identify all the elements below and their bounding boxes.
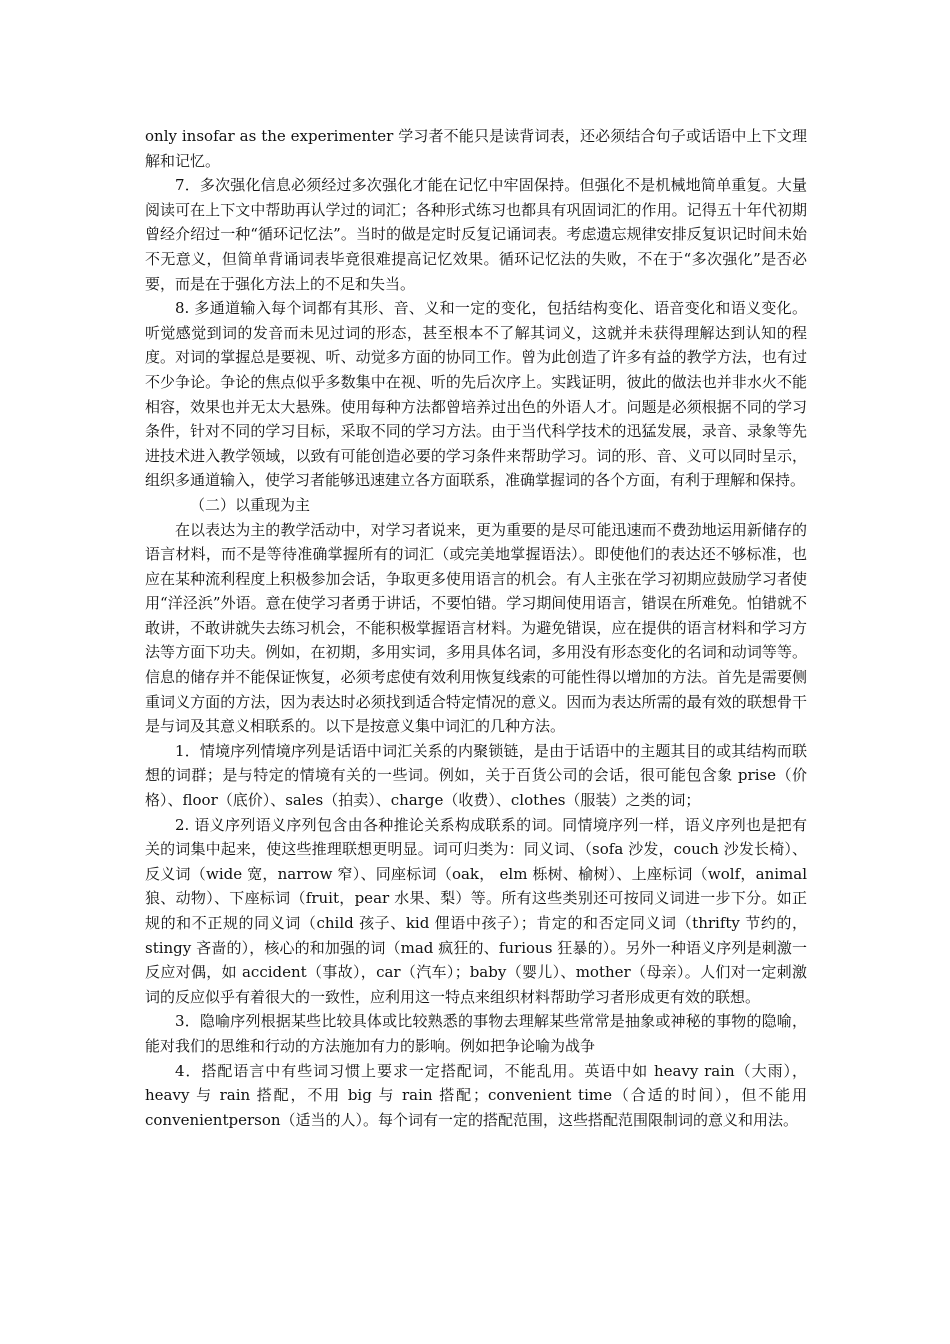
- paragraph-item-1: 1．情境序列情境序列是话语中词汇关系的内聚锁链，是由于话语中的主题其目的或其结构而联想的词群；是与特定的情境有关的一些词。例如，关于百货公司的会话，很可能包含象 prise（价格）、floor（底价）、sales（拍卖）、charge（收费）、clothes（服装）之类的词；: [145, 741, 807, 810]
- paragraph-item-2: 2. 语义序列语义序列包含由各种推论关系构成联系的词。同情境序列一样，语义序列也是把有关的词集中起来，使这些推理联想更明显。词可归类为：同义词、（sofa 沙发，couch 沙发长椅）、反义词（wide 宽，narrow 窄）、同座标词（oak， elm 栎树、榆树）、上座标词（wolf，animal 狼、动物）、下座标词（fruit，pear 水果、梨）等。所有这些类别还可按同义词进一步下分。如正规的和不正规的同义词（child 孩子、kid 俚语中孩子）；肯定的和否定同义词（thrifty 节约的，stingy 吝啬的），核心的和加强的词（mad 疯狂的、furious 狂暴的）。另外一种语义序列是刺激一反应对偶，如 accident（事故），car（汽车）；baby（婴儿）、mother（母亲）。人们对一定刺激词的反应似乎有着很大的一致性，应利用这一特点来组织材料帮助学习者形成更有效的联想。: [145, 815, 807, 1006]
- section-heading: （二）以重现为主: [190, 495, 311, 514]
- paragraph-item-3: 3．隐喻序列根据某些比较具体或比较熟悉的事物去理解某些常常是抽象或神秘的事物的隐喻，能对我们的思维和行动的方法施加有力的影响。例如把争论喻为战争: [145, 1012, 807, 1055]
- paragraph-item-7: 7．多次强化信息必须经过多次强化才能在记忆中牢固保持。但强化不是机械地简单重复。大量阅读可在上下文中帮助再认学过的词汇；各种形式练习也都具有巩固词汇的作用。记得五十年代初期曾经介绍过一种“循环记忆法”。当时的做是定时反复记诵词表。考虑遗忘规律安排反复识记时间未始不无意义，但简单背诵词表毕竟很难提高记忆效果。循环记忆法的失败，不在于“多次强化”是否必要，而是在于强化方法上的不足和失当。: [145, 176, 807, 293]
- paragraph-intro: 在以表达为主的教学活动中，对学习者说来，更为重要的是尽可能迅速而不费劲地运用新储存的语言材料，而不是等待准确掌握所有的词汇（或完美地掌握语法）。即使他们的表达还不够标准，也应在某种流利程度上积极参加会话，争取更多使用语言的机会。有人主张在学习初期应鼓励学习者使用“洋泾浜”外语。意在使学习者勇于讲话，不要怕错。学习期间使用语言，错误在所难免。怕错就不敢讲，不敢讲就失去练习机会，不能积极掌握语言材料。为避免错误，应在提供的语言材料和学习方法等方面下功夫。例如，在初期，多用实词，多用具体名词，多用没有形态变化的名词和动词等等。信息的储存并不能保证恢复，必须考虑使有效利用恢复线索的可能性得以增加的方法。首先是需要侧重词义方面的方法，因为表达时必须找到适合特定情况的意义。因而为表达所需的最有效的联想骨干是与词及其意义相联系的。以下是按意义集中词汇的几种方法。: [145, 520, 807, 736]
- paragraph-continuation: only insofar as the experimenter 学习者不能只是读背词表，还必须结合句子或话语中上下文理解和记忆。: [145, 127, 807, 170]
- paragraph-item-8: 8. 多通道输入每个词都有其形、音、义和一定的变化，包括结构变化、语音变化和语义变化。听觉感觉到词的发音而未见过词的形态，甚至根本不了解其词义，这就并未获得理解达到认知的程度。对词的掌握总是要视、听、动觉多方面的协同工作。曾为此创造了许多有益的教学方法，也有过不少争论。争论的焦点似乎多数集中在视、听的先后次序上。实践证明，彼此的做法也并非水火不能相容，效果也并无太大悬殊。使用每种方法都曾培养过出色的外语人才。问题是必须根据不同的学习条件，针对不同的学习目标，采取不同的学习方法。由于当代科学技术的迅猛发展，录音、录象等先进技术进入教学领域，以致有可能创造必要的学习条件来帮助学习。词的形、音、义可以同时呈示，组织多通道输入，使学习者能够迅速建立各方面联系，准确掌握词的各个方面，有利于理解和保持。: [145, 299, 807, 490]
- paragraph-item-4: 4．搭配语言中有些词习惯上要求一定搭配词，不能乱用。英语中如 heavy rain（大雨），heavy 与 rain 搭配，不用 big 与 rain 搭配；convenient time（合适的时间），但不能用 convenientperson（适当的人）。每个词有一定的搭配范围，这些搭配范围限制词的意义和用法。: [145, 1061, 807, 1129]
- document-page: [145, 124, 807, 1132]
